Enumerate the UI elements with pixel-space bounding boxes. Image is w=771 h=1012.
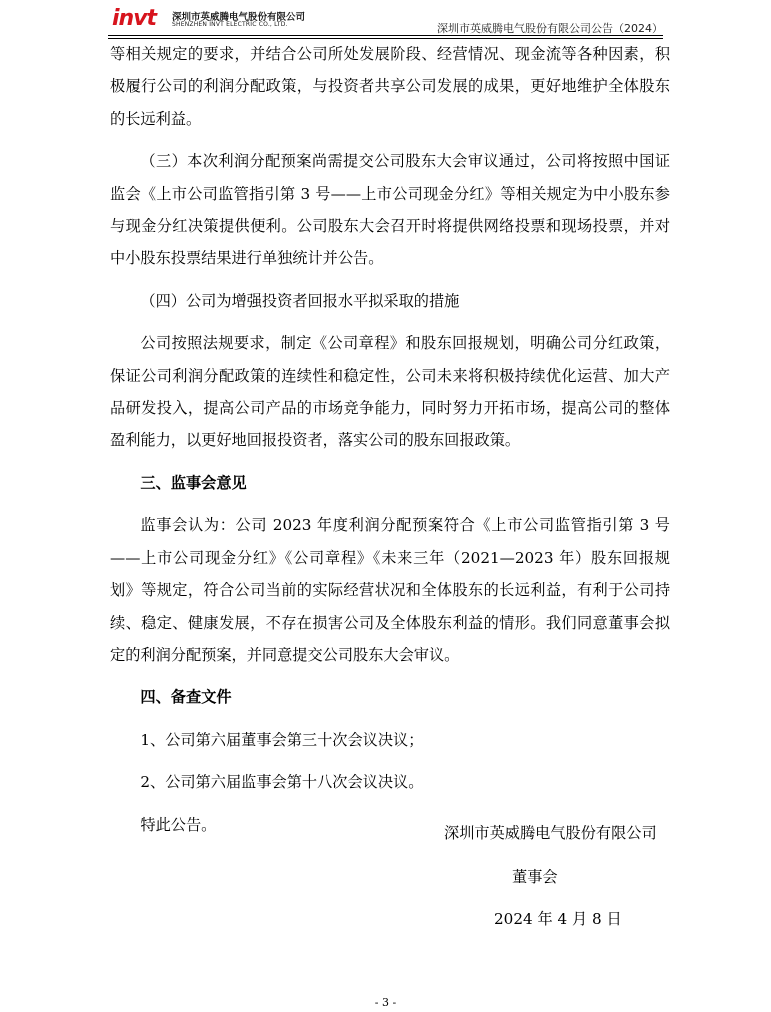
page-header bbox=[0, 0, 771, 40]
signature-board: 董事会 bbox=[512, 868, 558, 886]
paragraph-item-4-title: （四）公司为增强投资者回报水平拟采取的措施 bbox=[140, 291, 460, 310]
document-body bbox=[110, 38, 670, 841]
signature-date: 2024 年 4 月 8 日 bbox=[494, 910, 622, 928]
paragraph-supervisory-opinion: 监事会认为：公司 2023 年度利润分配预案符合《上市公司监管指引第 3 号——上市公司现金分红》《公司章程》《未来三年（2021—2023 年）股东回报规划》等规定，符合公司当前的实际经营状况和全体股东的长远利益，有利于公司持续、稳定、健康发展，不存在损害公司及全体股东利益的情形。我们同意董事会拟定的利润分配预案，并同意提交公司股东大会审议。 bbox=[110, 516, 670, 664]
document-title: 深圳市英威腾电气股份有限公司公告（2024） bbox=[437, 22, 663, 35]
paragraph-item-3: （三）本次利润分配预案尚需提交公司股东大会审议通过，公司将按照中国证监会《上市公司监管指引第 3 号——上市公司现金分红》等相关规定为中小股东参与现金分红决策提供便利。公司股东大会召开时将提供网络投票和现场投票，并对中小股东投票结果进行单独统计并公告。 bbox=[110, 152, 670, 268]
section-heading-documents: 四、备查文件 bbox=[140, 688, 232, 707]
logo-mark: invt bbox=[112, 6, 157, 31]
document-list-item-2: 2、公司第六届监事会第十八次会议决议。 bbox=[140, 773, 424, 792]
signature-company: 深圳市英威腾电气股份有限公司 bbox=[444, 824, 657, 842]
paragraph-measures: 公司按照法规要求，制定《公司章程》和股东回报规划，明确公司分红政策，保证公司利润分配政策的连续性和稳定性，公司未来将积极持续优化运营、加大产品研发投入，提高公司产品的市场竞争能力，同时努力开拓市场，提高公司的整体盈利能力，以更好地回报投资者，落实公司的股东回报政策。 bbox=[110, 334, 670, 450]
paragraph-continuation: 等相关规定的要求，并结合公司所处发展阶段、经营情况、现金流等各种因素，积极履行公司的利润分配政策，与投资者共享公司发展的成果，更好地维护全体股东的长远利益。 bbox=[110, 45, 670, 128]
closing-statement: 特此公告。 bbox=[140, 815, 217, 834]
document-list-item-1: 1、公司第六届董事会第三十次会议决议； bbox=[140, 730, 424, 749]
page-number: - 3 - bbox=[374, 996, 397, 1009]
header-divider bbox=[108, 35, 663, 36]
section-heading-supervisory: 三、监事会意见 bbox=[140, 473, 247, 492]
logo-company-name-en: SHENZHEN INVT ELECTRIC CO., LTD. bbox=[172, 21, 288, 28]
logo-company-name-cn: 深圳市英威腾电气股份有限公司 bbox=[172, 12, 306, 23]
